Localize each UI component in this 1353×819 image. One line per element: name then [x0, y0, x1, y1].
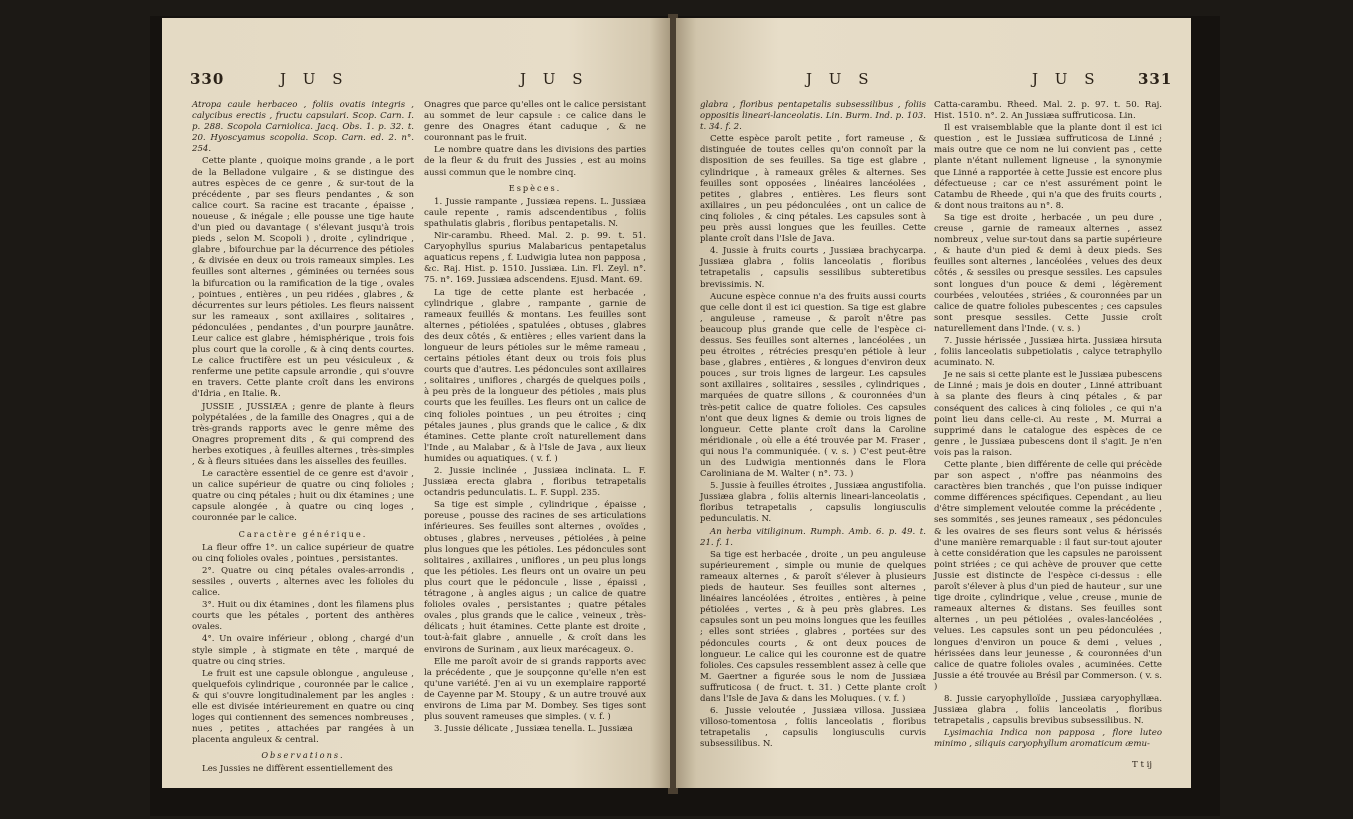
paragraph: Cette espèce paroît petite , fort rameuse , & distinguée de toutes celles qu'on connoît par la disposition de ses feuilles. Sa tige est glabre , cylindrique , à rameaux grêles & alternes. Ses feuilles sont opposées , linéaires lancéolées , petites , glabres , entières. Les fleurs sont axillaires , un peu pédonculées , ont un calice de cinq folioles , & cinq pétales. Les capsules sont à peu près aussi longues que les feuilles. Cette plante croît dans l'Isle de Java.	[700, 134, 926, 245]
paragraph: Aucune espèce connue n'a des fruits aussi courts que celle dont il est ici question. Sa tige est glabre , anguleuse , rameuse , & paroît n'être pas beaucoup plus grande que celle de l'espèce ci-dessus. Ses feuilles sont alternes , lancéolées , un peu étroites , rétrécies presqu'en pétiole à leur base , glabres , entières , & longues d'environ deux pouces , sur trois lignes de largeur. Les capsules sont axillaires , solitaires , sessiles , cylindriques , marquées de quatre sillons , & couronnées d'un très-petit calice de quatre folioles. Ces capsules n'ont que deux lignes & demie ou trois lignes de longueur. Cette plante croît dans la Caroline méridionale , où elle a été trouvée par M. Fraser , qui nous l'a communiquée. ( v. s. ) C'est peut-être un des Ludwigia mentionnés dans le Flora Caroliniana de M. Walter ( n°. 73. )	[700, 291, 926, 480]
right-page	[676, 18, 1191, 788]
paragraph: Le caractère essentiel de ce genre est d'avoir , un calice supérieur de quatre ou cinq folioles ; quatre ou cinq pétales ; huit ou dix étamines ; une capsule alongée , à quatre ou cinq loges , couronnée par le calice.	[192, 469, 414, 524]
section-heading: Observations.	[261, 750, 345, 761]
paragraph: Elle me paroît avoir de si grands rapports avec la précédente , que je soupçonne qu'elle n'en est qu'une variété. J'en ai vu un exemplaire rapporté de Cayenne par M. Stoupy , & un autre trouvé aux environs de Lima par M. Dombey. Ses tiges sont plus souvent rameuses que simples. ( v. f. )	[424, 656, 646, 723]
paragraph: Le nombre quatre dans les divisions des parties de la fleur & du fruit des Jussies , est au moins aussi commun que le nombre cinq.	[424, 145, 646, 178]
paragraph: Le fruit est une capsule oblongue , anguleuse , quelquefois cylindrique , couronnée par le calice , & qui s'ouvre longitudinalement par les angles : elle est divisée intérieurement en quatre ou cinq loges qui contiennent des semences nombreuses , nues , petites , attachées par rangées à un placenta anguleux & central.	[192, 668, 414, 746]
paragraph: Onagres que parce qu'elles ont le calice persistant au sommet de leur capsule : ce calice dans le genre des Onagres étant caduque , & ne couronnant pas le fruit.	[424, 100, 646, 144]
paragraph: 7. Jussie hérissée , Jussiæa hirta. Jussiæa hirsuta , foliis lanceolatis subpetiolatis , calyce tetraphyllo acuminato. N.	[934, 335, 1162, 369]
left-page	[162, 18, 670, 788]
page-number: 330	[190, 70, 225, 88]
paragraph: glabra , floribus pentapetalis subsessilibus , foliis oppositis lineari-lanceolatis. Lin. Burm. Ind. p. 103. t. 34. f. 2.	[700, 100, 926, 133]
signature-mark: T t ij	[1132, 760, 1153, 770]
paragraph: 6. Jussie veloutée , Jussiæa villosa. Jussiæa villoso-tomentosa , foliis lanceolatis , floribus tetrapetalis , capsulis longiusculis curvis subsessilibus. N.	[700, 706, 926, 750]
paragraph: 5. Jussie à feuilles étroites , Jussiæa angustifolia. Jussiæa glabra , foliis alternis lineari-lanceolatis , floribus tetrapetalis , capsulis longiusculis pedunculatis. N.	[700, 481, 926, 525]
left-column-2	[424, 100, 646, 736]
paragraph: Sa tige est simple , cylindrique , épaisse , poreuse , pousse des racines de ses articulations inférieures. Ses feuilles sont alternes , ovoïdes , obtuses , glabres , nerveuses , pétiolées , à peine plus longues que les pétioles. Les pédoncules sont solitaires , axillaires , uniflores , un peu plus longs que les pétioles. Les fleurs ont un ovaire un peu plus court que le pédoncule , lisse , épaissi , tétragone , à angles aigus ; un calice de quatre folioles ovales , persistantes ; quatre pétales ovales , plus grands que le calice , veineux , très-délicats ; huit étamines. Cette plante est droite , tout-à-fait glabre , annuelle , & croît dans les environs de Surinam , aux lieux marécageux. ⊙.	[424, 500, 646, 655]
right-column-2	[934, 100, 1162, 751]
paragraph: 1. Jussie rampante , Jussiæa repens. L. Jussiæa caule repente , ramis adscendentibus , foliis spathulatis glabris , floribus pentapetalis. N.	[424, 196, 646, 229]
paragraph: 8. Jussie caryophylloïde , Jussiæa caryophyllæa. Jussiæa glabra , foliis lanceolatis , floribus tetrapetalis , capsulis brevibus subsessilibus. N.	[934, 693, 1162, 727]
section-heading: Caractère générique.	[238, 528, 368, 539]
paragraph: Nir-carambu. Rheed. Mal. 2. p. 99. t. 51. Caryophyllus spurius Malabaricus pentapetalus aquaticus repens , f. Ludwigia lutea non papposa , &c. Raj. Hist. p. 1510. Jussiæa. Lin. Fl. Zeyl. n°. 75. n°. 169. Jussiæa adscendens. Ejusd. Mant. 69.	[424, 231, 646, 286]
paragraph: JUSSIE , JUSSIÆA ; genre de plante à fleurs polypétalées , de la famille des Onagres , qui a de très-grands rapports avec le genre même des Onagres proprement dits , & qui comprend des herbes exotiques , à feuilles alternes , très-simples , & à fleurs situées dans les aisselles des feuilles.	[192, 401, 414, 467]
running-head: J U S	[806, 70, 875, 88]
paragraph: Sa tige est herbacée , droite , un peu anguleuse supérieurement , simple ou munie de quelques rameaux alternes , & paroît s'élever à plusieurs pieds de hauteur. Ses feuilles sont alternes , linéaires lancéolées , étroites , entières , à peine pétiolées , vertes , & à peu près glabres. Les capsules sont un peu moins longues que les feuilles ; elles sont striées , glabres , portées sur des pédoncules courts , & ont deux pouces de longueur. Le calice qui les couronne est de quatre folioles. Ces capsules ressemblent assez à celle que M. Gaertner a figurée sous le nom de Jussiæa suffruticosa ( de fruct. t. 31. ) Cette plante croît dans l'Isle de Java & dans les Moluques. ( v. f. )	[700, 549, 926, 704]
paragraph: Lysimachia Indica non papposa , flore luteo minimo , siliquis caryophyllum aromaticum æmu-	[934, 728, 1162, 750]
paragraph: Cette plante , quoique moins grande , a le port de la Belladone vulgaire , & se distingue des autres espèces de ce genre , & sur-tout de la précédente , par ses fleurs pendantes , & son calice court. Sa racine est tracante , épaisse , noueuse , & inégale ; elle pousse une tige haute d'un pied ou davantage ( s'élevant jusqu'à trois pieds , selon M. Scopoli ) , droite , cylindrique , glabre , bifourchue par la décurrence des pétioles , & divisée en deux ou trois rameaux simples. Les feuilles sont alternes , géminées ou ternées sous la bifurcation ou la ramification de la tige , ovales , pointues , entières , un peu ridées , glabres , & décurrentes sur leurs pétioles. Les fleurs naissent sur les rameaux , sont axillaires , solitaires , pédonculées , pendantes , d'un pourpre jaunâtre. Leur calice est glabre , hémisphérique , trois fois plus court que la corolle , & à cinq dents courtes. Le calice fructifère est un peu vésiculeux , & renferme une petite capsule arrondie , qui s'ouvre en travers. Cette plante croît dans les environs d'Idria , en Italie. ℞.	[192, 156, 414, 400]
paragraph: Je ne sais si cette plante est le Jussiæa pubescens de Linné ; mais je dois en douter , Linné attribuant à sa plante des fleurs à cinq pétales , & par conséquent des calices à cinq folioles , ce qui n'a point lieu dans celle-ci. Au reste , M. Murrai a supprimé dans le catalogue des espèces de ce genre , le Jussiæa pubescens dont il s'agit. Je n'en vois pas la raison.	[934, 370, 1162, 458]
section-heading: Espèces.	[508, 182, 562, 193]
running-head: J U S	[1032, 70, 1101, 88]
paragraph: Sa tige est droite , herbacée , un peu dure , creuse , garnie de rameaux alternes , assez nombreux , velue sur-tout dans sa partie supérieure , & haute d'un pied & demi à deux pieds. Ses feuilles sont alternes , lancéolées , velues des deux côtés , & sessiles ou presque sessiles. Les capsules sont longues d'un pouce & demi , légèrement courbées , veloutées , striées , & couronnées par un calice de quatre folioles pubescentes ; ces capsules sont presque sessiles. Cette Jussie croît naturellement dans l'Inde. ( v. s. )	[934, 212, 1162, 334]
paragraph: La fleur offre 1°. un calice supérieur de quatre ou cinq folioles ovales , pointues , persistantes.	[192, 542, 414, 564]
paragraph: Les Jussies ne diffèrent essentiellement des	[202, 764, 393, 775]
paragraph: 3°. Huit ou dix étamines , dont les filamens plus courts que les pétales , portent des anthères ovales.	[192, 600, 414, 633]
paragraph: Cette plante , bien différente de celle qui précède par son aspect , n'offre pas néanmoins des caractères bien tranchés , que l'on puisse indiquer comme différences spécifiques. Cependant , au lieu d'être simplement veloutée comme la précédente , ses sommités , ses jeunes rameaux , ses pédoncules & les ovaires de ses fleurs sont velus & hérissés d'une manière remarquable : il faut sur-tout ajouter à cette considération que les capsules ne paroissent point striées ; ce qui achève de prouver que cette Jussie est distincte de l'espèce ci-dessus : elle paroît s'élever à plus d'un pied de hauteur , sur une tige droite , cylindrique , velue , creuse , munie de rameaux alternes & distans. Ses feuilles sont alternes , un peu pétiolées , ovales-lancéolées , velues. Les capsules sont un peu pédonculées , longues d'environ un pouce & demi , velues , hérissées dans leur jeunesse , & couronnées d'un calice de quatre folioles ovales , acuminées. Cette Jussie a été trouvée au Brésil par Commerson. ( v. s. )	[934, 460, 1162, 692]
paragraph: 3. Jussie délicate , Jussiæa tenella. L. Jussiæa	[434, 724, 633, 735]
paragraph: La tige de cette plante est herbacée , cylindrique , glabre , rampante , garnie de rameaux feuillés & montans. Les feuilles sont alternes , pétiolées , spatulées , obtuses , glabres des deux côtés , & entières ; elles varient dans la longueur de leurs pétioles sur le même rameau , certains pétioles étant deux ou trois fois plus courts que d'autres. Les pédoncules sont axillaires , solitaires , uniflores , chargés de quelques poils , à peu près de la longueur des pétioles , mais plus courts que les feuilles. Les fleurs ont un calice de cinq folioles pointues , un peu étroites ; cinq pétales jaunes , plus grands que le calice , & dix étamines. Cette plante croît naturellement dans l'Inde , au Malabar , & à l'Isle de Java , aux lieux humides ou aquatiques. ( v. f. )	[424, 287, 646, 464]
paragraph: Atropa caule herbaceo , foliis ovatis integris , calycibus erectis , fructu capsulari. Scop. Carn. I. p. 288. Scopola Carniolica. Jacq. Obs. 1. p. 32. t. 20. Hyoscyamus scopolia. Scop. Carn. ed. 2. n°. 254.	[192, 100, 414, 155]
left-column-1	[192, 100, 414, 777]
right-page-header	[676, 70, 1191, 100]
paragraph: Catta-carambu. Rheed. Mal. 2. p. 97. t. 50. Raj. Hist. 1510. n°. 2. An Jussiæa suffruticosa. Lin.	[934, 100, 1162, 122]
paragraph: 4°. Un ovaire inférieur , oblong , chargé d'un style simple , à stigmate en tête , marqué de quatre ou cinq stries.	[192, 634, 414, 667]
paragraph: 4. Jussie à fruits courts , Jussiæa brachycarpa. Jussiæa glabra , foliis lanceolatis , floribus tetrapetalis , capsulis sessilibus subteretibus brevissimis. N.	[700, 246, 926, 290]
left-page-header	[162, 70, 670, 100]
paragraph: Il est vraisemblable que la plante dont il est ici question , est le Jussiæa suffruticosa de Linné ; mais outre que ce nom ne lui convient pas , cette plante n'étant nullement ligneuse , la synonymie que Linné a rapportée à cette Jussie est encore plus défectueuse ; car ce n'est assurément point le Catambu de Rheede , qui n'a que des fruits courts , & dont nous traitons au n°. 8.	[934, 123, 1162, 211]
right-column-1	[700, 100, 926, 751]
paragraph: An herba vitiliginum. Rumph. Amb. 6. p. 49. t. 21. f. 1.	[700, 526, 926, 548]
running-head: J U S	[280, 70, 349, 88]
running-head: J U S	[520, 70, 589, 88]
paragraph: 2°. Quatre ou cinq pétales ovales-arrondis , sessiles , ouverts , alternes avec les folioles du calice.	[192, 565, 414, 599]
paragraph: 2. Jussie inclinée , Jussiæa inclinata. L. F. Jussiæa erecta glabra , floribus tetrapetalis octandris pedunculatis. L. F. Suppl. 235.	[424, 466, 646, 499]
page-number: 331	[1138, 70, 1173, 88]
